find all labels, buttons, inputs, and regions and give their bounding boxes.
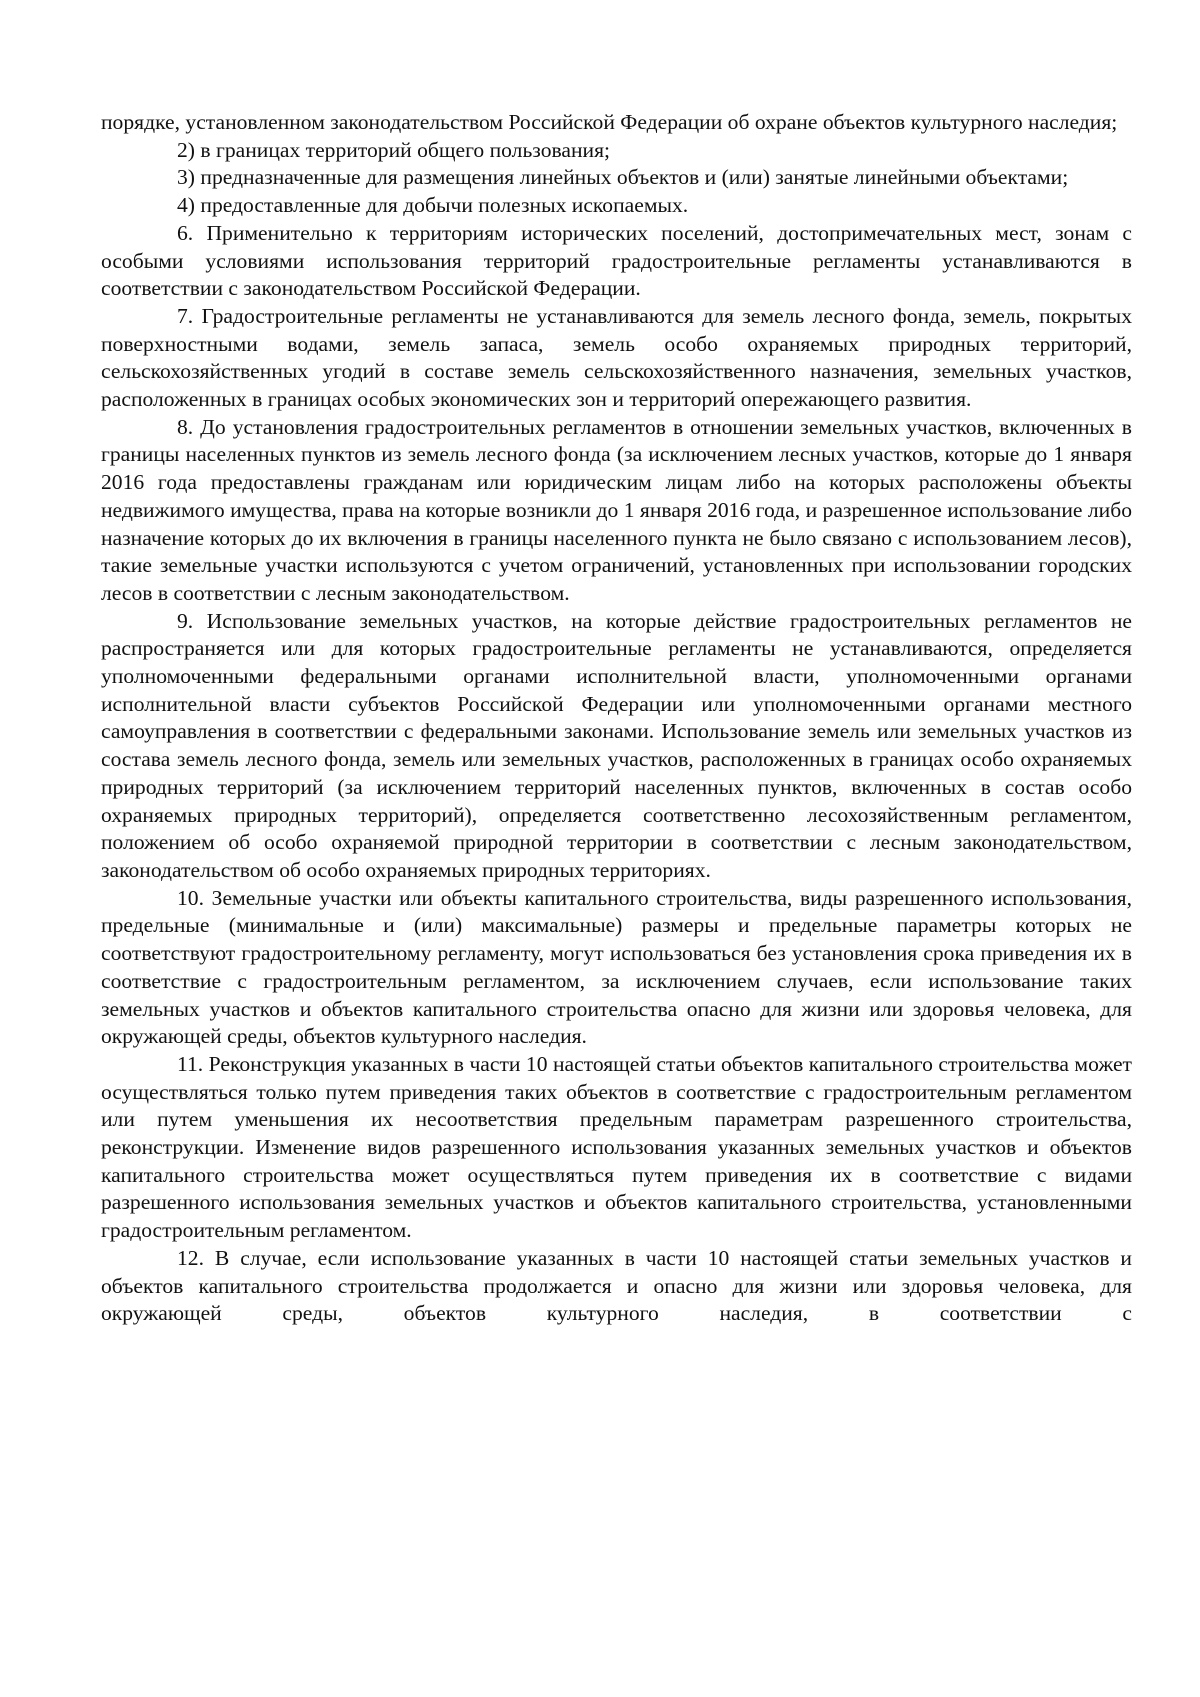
paragraph-part-8: 8. До установления градостроительных регламентов в отношении земельных участков, включенных в границы населенных пунктов из земель лесного фонда (за исключением лесных участков, которые до 1 января 2016 года предоставлены гражданам или юридическим лицам либо на которых расположены объекты недвижимого имущества, права на которые возникли до 1 января 2016 года, и разрешенное использование либо назначение которых до их включения в границы населенного пункта не было связано с использованием лесов), такие земельные участки используются с учетом ограничений, установленных при использовании городских лесов в соответствии с лесным законодательством. bbox=[101, 414, 1132, 605]
paragraph-continuation: порядке, установленном законодательством Российской Федерации об охране объектов культурного наследия; bbox=[101, 110, 1118, 134]
paragraph-item-3: 3) предназначенные для размещения линейных объектов и (или) занятые линейными объектами; bbox=[177, 165, 1069, 190]
paragraph-item-4: 4) предоставленные для добычи полезных ископаемых. bbox=[177, 193, 689, 218]
paragraph-item-2: 2) в границах территорий общего пользования; bbox=[177, 137, 611, 162]
document-page bbox=[101, 109, 1132, 1328]
paragraph-part-7: 7. Градостроительные регламенты не устанавливаются для земель лесного фонда, земель, покрытых поверхностными водами, земель запаса, земель особо охраняемых природных территорий, сельскохозяйственных угодий в составе земель сельскохозяйственного назначения, земельных участков, расположенных в границах особых экономических зон и территорий опережающего развития. bbox=[101, 303, 1132, 412]
paragraph-part-10: 10. Земельные участки или объекты капитального строительства, виды разрешенного использования, предельные (минимальные и (или) максимальные) размеры и предельные параметры которых не соответствуют градостроительному регламенту, могут использоваться без установления срока приведения их в соответствие с градостроительным регламентом, за исключением случаев, если использование таких земельных участков и объектов капитального строительства опасно для жизни или здоровья человека, для окружающей среды, объектов культурного наследия. bbox=[101, 885, 1132, 1049]
paragraph-part-11: 11. Реконструкция указанных в части 10 настоящей статьи объектов капитального строительства может осуществляться только путем приведения таких объектов в соответствие с градостроительным регламентом или путем уменьшения их несоответствия предельным параметрам разрешенного строительства, реконструкции. Изменение видов разрешенного использования указанных земельных участков и объектов капитального строительства может осуществляться путем приведения их в соответствие с видами разрешенного использования земельных участков и объектов капитального строительства, установленными градостроительным регламентом. bbox=[101, 1051, 1132, 1243]
paragraph-part-12: 12. В случае, если использование указанных в части 10 настоящей статьи земельных участков и объектов капитального строительства продолжается и опасно для жизни или здоровья человека, для окружающей среды, объектов культурного наследия, в соответствии с bbox=[101, 1245, 1132, 1326]
paragraph-part-9: 9. Использование земельных участков, на которые действие градостроительных регламентов не распространяется или для которых градостроительные регламенты не устанавливаются, определяется уполномоченными федеральными органами исполнительной власти, уполномоченными органами исполнительной власти субъектов Российской Федерации или уполномоченными органами местного самоуправления в соответствии с федеральными законами. Использование земель или земельных участков из состава земель лесного фонда, земель или земельных участков, расположенных в границах особо охраняемых природных территорий (за исключением территорий населенных пунктов, включенных в состав особо охраняемых природных территорий), определяется соответственно лесохозяйственным регламентом, положением об особо охраняемой природной территории в соответствии с лесным законодательством, законодательством об особо охраняемых природных территориях. bbox=[101, 608, 1132, 882]
paragraph-part-6: 6. Применительно к территориям исторических поселений, достопримечательных мест, зонам с особыми условиями использования территорий градостроительные регламенты устанавливаются в соответствии с законодательством Российской Федерации. bbox=[101, 220, 1132, 301]
